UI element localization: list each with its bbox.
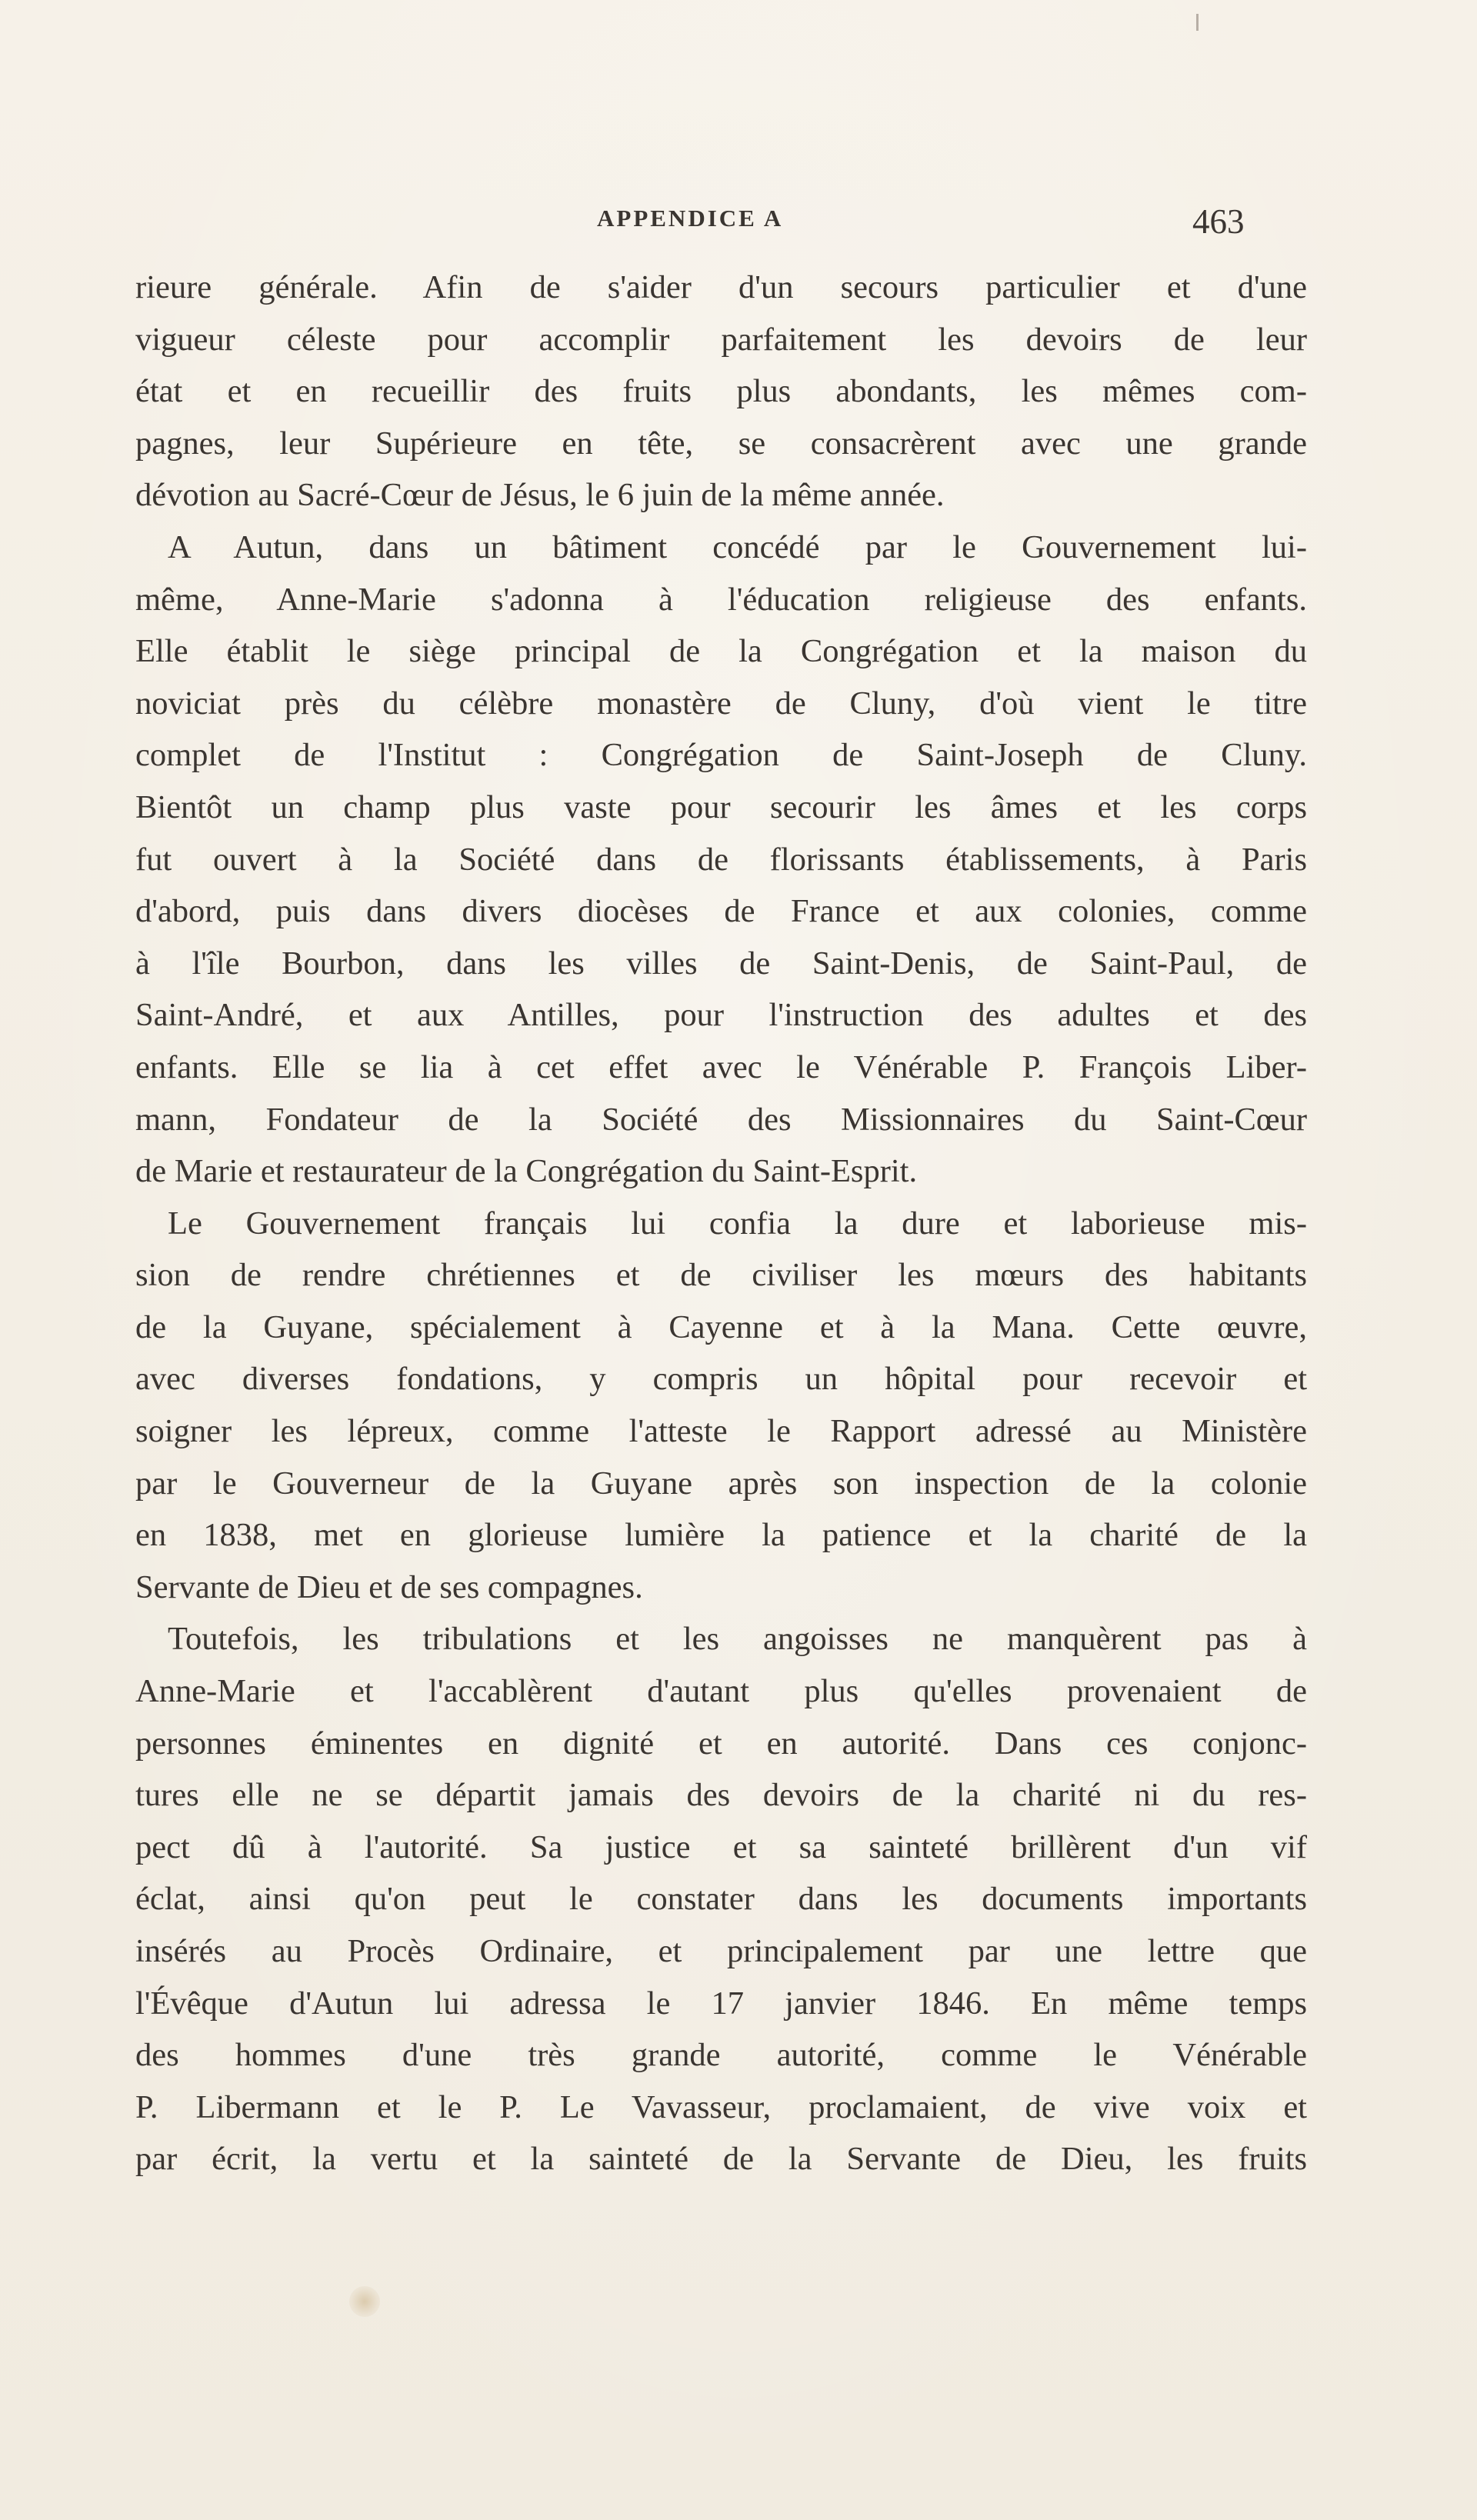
- text-line: complet de l'Institut : Congrégation de Saint-Joseph de Cluny.: [135, 737, 1307, 774]
- text-line: fut ouvert à la Société dans de florissants établissements, à Paris: [135, 841, 1307, 878]
- text-line: Servante de Dieu et de ses compagnes.: [135, 1568, 643, 1605]
- text-line: Bientôt un champ plus vaste pour secourir les âmes et les corps: [135, 788, 1307, 825]
- text-line: de la Guyane, spécialement à Cayenne et à la Mana. Cette œuvre,: [135, 1308, 1307, 1345]
- text-line: par le Gouverneur de la Guyane après son inspection de la colonie: [135, 1465, 1307, 1502]
- text-line: mann, Fondateur de la Société des Missionnaires du Saint-Cœur: [135, 1101, 1307, 1138]
- text-line: Saint-André, et aux Antilles, pour l'instruction des adultes et des: [135, 997, 1307, 1034]
- margin-mark: [1196, 14, 1199, 31]
- text-line: vigueur céleste pour accomplir parfaitement les devoirs de leur: [135, 321, 1307, 358]
- text-line: avec diverses fondations, y compris un hôpital pour recevoir et: [135, 1361, 1307, 1398]
- text-line: soigner les lépreux, comme l'atteste le Rapport adressé au Ministère: [135, 1413, 1307, 1450]
- page-number: 463: [1192, 202, 1245, 241]
- text-line: dévotion au Sacré-Cœur de Jésus, le 6 juin de la même année.: [135, 477, 945, 514]
- paper-stain: [349, 2286, 380, 2317]
- text-line: tures elle ne se départit jamais des devoirs de la charité ni du res-: [135, 1777, 1307, 1814]
- text-line: même, Anne-Marie s'adonna à l'éducation religieuse des enfants.: [135, 581, 1307, 618]
- text-line: pect dû à l'autorité. Sa justice et sa sainteté brillèrent d'un vif: [135, 1828, 1307, 1865]
- text-line: à l'île Bourbon, dans les villes de Saint-Denis, de Saint-Paul, de: [135, 945, 1307, 982]
- text-line: sion de rendre chrétiennes et de civiliser les mœurs des habitants: [135, 1257, 1307, 1294]
- text-line: enfants. Elle se lia à cet effet avec le Vénérable P. François Liber-: [135, 1048, 1307, 1085]
- text-line: des hommes d'une très grande autorité, comme le Vénérable: [135, 2037, 1307, 2074]
- text-line: Anne-Marie et l'accablèrent d'autant plus qu'elles provenaient de: [135, 1673, 1307, 1710]
- text-line: Toutefois, les tribulations et les angoisses ne manquèrent pas à: [168, 1621, 1307, 1658]
- text-line: état et en recueillir des fruits plus abondants, les mêmes com-: [135, 373, 1307, 410]
- text-line: P. Libermann et le P. Le Vavasseur, proclamaient, de vive voix et: [135, 2088, 1307, 2125]
- text-line: en 1838, met en glorieuse lumière la patience et la charité de la: [135, 1517, 1307, 1554]
- text-line: de Marie et restaurateur de la Congrégation du Saint-Esprit.: [135, 1153, 918, 1190]
- text-line: personnes éminentes en dignité et en autorité. Dans ces conjonc-: [135, 1725, 1307, 1762]
- text-line: l'Évêque d'Autun lui adressa le 17 janvier 1846. En même temps: [135, 1985, 1307, 2022]
- text-line: A Autun, dans un bâtiment concédé par le Gouvernement lui-: [168, 528, 1307, 565]
- text-line: pagnes, leur Supérieure en tête, se consacrèrent avec une grande: [135, 425, 1307, 462]
- text-line: d'abord, puis dans divers diocèses de France et aux colonies, comme: [135, 893, 1307, 930]
- text-line: Le Gouvernement français lui confia la dure et laborieuse mis-: [168, 1205, 1307, 1242]
- text-line: Elle établit le siège principal de la Congrégation et la maison du: [135, 633, 1307, 670]
- running-head-title: APPENDICE A: [597, 205, 784, 232]
- text-line: éclat, ainsi qu'on peut le constater dans les documents importants: [135, 1881, 1307, 1918]
- text-line: par écrit, la vertu et la sainteté de la Servante de Dieu, les fruits: [135, 2141, 1307, 2178]
- text-line: rieure générale. Afin de s'aider d'un secours particulier et d'une: [135, 269, 1307, 305]
- text-line: noviciat près du célèbre monastère de Cluny, d'où vient le titre: [135, 685, 1307, 722]
- running-head: [0, 202, 1477, 248]
- body-text: [135, 262, 1307, 2231]
- text-line: insérés au Procès Ordinaire, et principalement par une lettre que: [135, 1933, 1307, 1969]
